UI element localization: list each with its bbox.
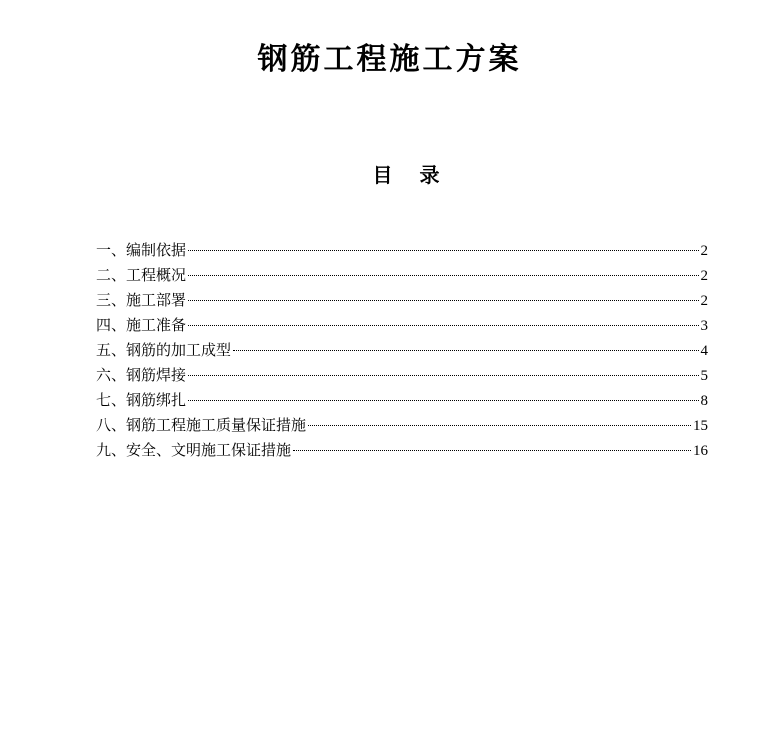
toc-dot-leader: [188, 250, 698, 251]
toc-entry-label: 七、钢筋绑扎: [96, 391, 187, 409]
toc-entry-page: 2: [700, 243, 708, 259]
toc-entry-label: 四、施工准备: [96, 316, 187, 334]
toc-dot-leader: [188, 300, 698, 301]
toc-entry-page: 16: [693, 443, 708, 459]
toc-entry-label: 九、安全、文明施工保证措施: [96, 441, 292, 459]
toc-dot-leader: [188, 375, 698, 376]
toc-entry-page: 8: [700, 393, 708, 409]
toc-entry-4[interactable]: [96, 313, 708, 338]
toc-entry-label: 八、钢筋工程施工质量保证措施: [96, 416, 307, 434]
toc-dot-leader: [188, 275, 698, 276]
toc-entry-page: 2: [700, 268, 708, 284]
toc-heading: 目 录: [372, 163, 440, 187]
toc-dot-leader: [293, 450, 691, 451]
toc-entry-6[interactable]: [96, 363, 708, 388]
toc-dot-leader: [188, 325, 698, 326]
toc-dot-leader: [188, 400, 698, 401]
toc-entry-label: 二、工程概况: [96, 266, 187, 284]
toc-entry-8[interactable]: [96, 413, 708, 438]
toc-dot-leader: [308, 425, 691, 426]
toc-dot-leader: [233, 350, 698, 351]
toc-entry-7[interactable]: [96, 388, 708, 413]
toc-entry-page: 4: [700, 343, 708, 359]
toc-entry-label: 三、施工部署: [96, 291, 187, 309]
toc-entry-5[interactable]: [96, 338, 708, 363]
toc-entry-label: 五、钢筋的加工成型: [96, 341, 232, 359]
toc-entry-page: 15: [693, 418, 708, 434]
toc-entry-1[interactable]: [96, 238, 708, 263]
toc-entry-3[interactable]: [96, 288, 708, 313]
table-of-contents: [96, 238, 708, 463]
toc-entry-label: 六、钢筋焊接: [96, 366, 187, 384]
toc-entry-page: 2: [700, 293, 708, 309]
toc-entry-label: 一、编制依据: [96, 241, 187, 259]
toc-entry-page: 5: [700, 368, 708, 384]
toc-entry-9[interactable]: [96, 438, 708, 463]
document-title: 钢筋工程施工方案: [257, 42, 522, 77]
toc-entry-2[interactable]: [96, 263, 708, 288]
toc-entry-page: 3: [700, 318, 708, 334]
